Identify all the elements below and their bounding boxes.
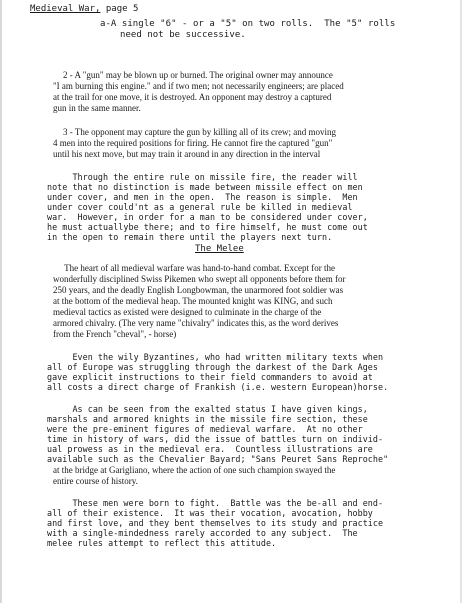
status-paragraph-line: marshals and armored knights in the missile fire section, these bbox=[47, 414, 368, 424]
melee-paragraph-line: armored chivalry. (The very name "chivalry" indicates this, as the word derives bbox=[53, 318, 339, 328]
status-paragraph-line: entire course of history. bbox=[53, 476, 138, 486]
rule-2-line: 2 - A "gun" may be blown up or burned. The original owner may announce bbox=[63, 70, 333, 80]
page-header-number: page 5 bbox=[100, 4, 139, 14]
status-paragraph-line: ual prowess as in the medieval era. Countless illustrations are bbox=[47, 444, 373, 454]
status-paragraph-line: time in history of wars, did the issue of battles turn on individ- bbox=[47, 434, 384, 444]
status-paragraph-line: at the bridge at Garigliano, where the action of one such champion swayed the bbox=[53, 465, 336, 475]
missile-paragraph-line: in the open to remain there until the players next turn. bbox=[47, 232, 333, 242]
byzantine-paragraph-line: gave explicit instructions to their field commanders to avoid at bbox=[47, 372, 373, 382]
missile-paragraph-line: under cover could'nt as a general rule be killed in medieval bbox=[47, 202, 353, 212]
melee-paragraph-line: The heart of all medieval warfare was hand-to-hand combat. Except for the bbox=[53, 263, 335, 273]
melee-paragraph-line: 250 years, and the deadly English Longbowman, the unarmored foot soldier was bbox=[53, 285, 344, 295]
rule-2-line: at the trail for one move, it is destroyed. An opponent may destroy a captured bbox=[53, 92, 332, 102]
rule-3-line: until his next move, but may train it around in any direction in the interval bbox=[53, 149, 321, 159]
melee-paragraph-line: wonderfully disciplined Swiss Pikemen who swept all opponents before them for bbox=[53, 274, 346, 284]
melee-paragraph-line: at the bottom of the medieval heap. The mounted knight was KING, and such bbox=[53, 296, 333, 306]
missile-paragraph-line: under cover, and men in the open. The reason is simple. Men bbox=[47, 192, 358, 202]
born-paragraph-line: and first love, and they bent themselves to its study and practice bbox=[47, 518, 384, 528]
born-paragraph-line: all of their existence. It was their vocation, avocation, hobby bbox=[47, 508, 373, 518]
melee-paragraph-line: medieval tactics as existed were designed to culminate in the charge of the bbox=[53, 307, 322, 317]
rule-3-line: 4 men into the required positions for firing. He cannot fire the captured "gun" bbox=[53, 138, 333, 148]
rule-2-line: "I am burning this engine." and if two men; not necessarily engineers; are placed bbox=[53, 81, 344, 91]
born-paragraph-line: These men were born to fight. Battle was the be-all and end- bbox=[47, 498, 384, 508]
byzantine-paragraph-line: all costs a direct charge of Frankish (i.e. western European)horse. bbox=[47, 382, 389, 392]
rule-a-line: need not be successive. bbox=[120, 30, 246, 40]
status-paragraph-line: were the pre-eminent figures of medieval warfare. At no other bbox=[47, 424, 363, 434]
status-paragraph-line: available such as the Chevalier Bayard; "Sans Peuret Sans Reproche" bbox=[47, 454, 389, 464]
rule-3-line: 3 - The opponent may capture the gun by killing all of its crew; and moving bbox=[63, 127, 337, 137]
scan-edge-left bbox=[0, 0, 2, 603]
melee-paragraph-line: from the French "cheval", - horse) bbox=[53, 329, 177, 339]
page-header bbox=[30, 4, 138, 14]
missile-paragraph-line: note that no distinction is made between missile effect on men bbox=[47, 182, 363, 192]
section-heading: The Melee bbox=[195, 244, 244, 254]
page-header-title: Medieval War, bbox=[30, 4, 101, 14]
status-paragraph-line: As can be seen from the exalted status I have given kings, bbox=[47, 404, 368, 414]
missile-paragraph-line: Through the entire rule on missile fire, the reader will bbox=[47, 172, 358, 182]
missile-paragraph-line: war. However, in order for a man to be considered under cover, bbox=[47, 212, 368, 222]
rule-a-line: a-A single "6" - or a "5" on two rolls. The "5" rolls bbox=[100, 19, 396, 29]
born-paragraph-line: melee rules attempt to reflect this attitude. bbox=[47, 538, 277, 548]
missile-paragraph-line: he must actuallybe there; and to fire himself, he must come out bbox=[47, 222, 368, 232]
byzantine-paragraph-line: Even the wily Byzantines, who had written military texts when bbox=[47, 352, 384, 362]
born-paragraph-line: with a single-mindedness rarely accorded to any subject. The bbox=[47, 528, 358, 538]
byzantine-paragraph-line: all of Europe was struggling through the darkest of the Dark Ages bbox=[47, 362, 378, 372]
rule-2-line: gun in the same manner. bbox=[53, 103, 141, 113]
